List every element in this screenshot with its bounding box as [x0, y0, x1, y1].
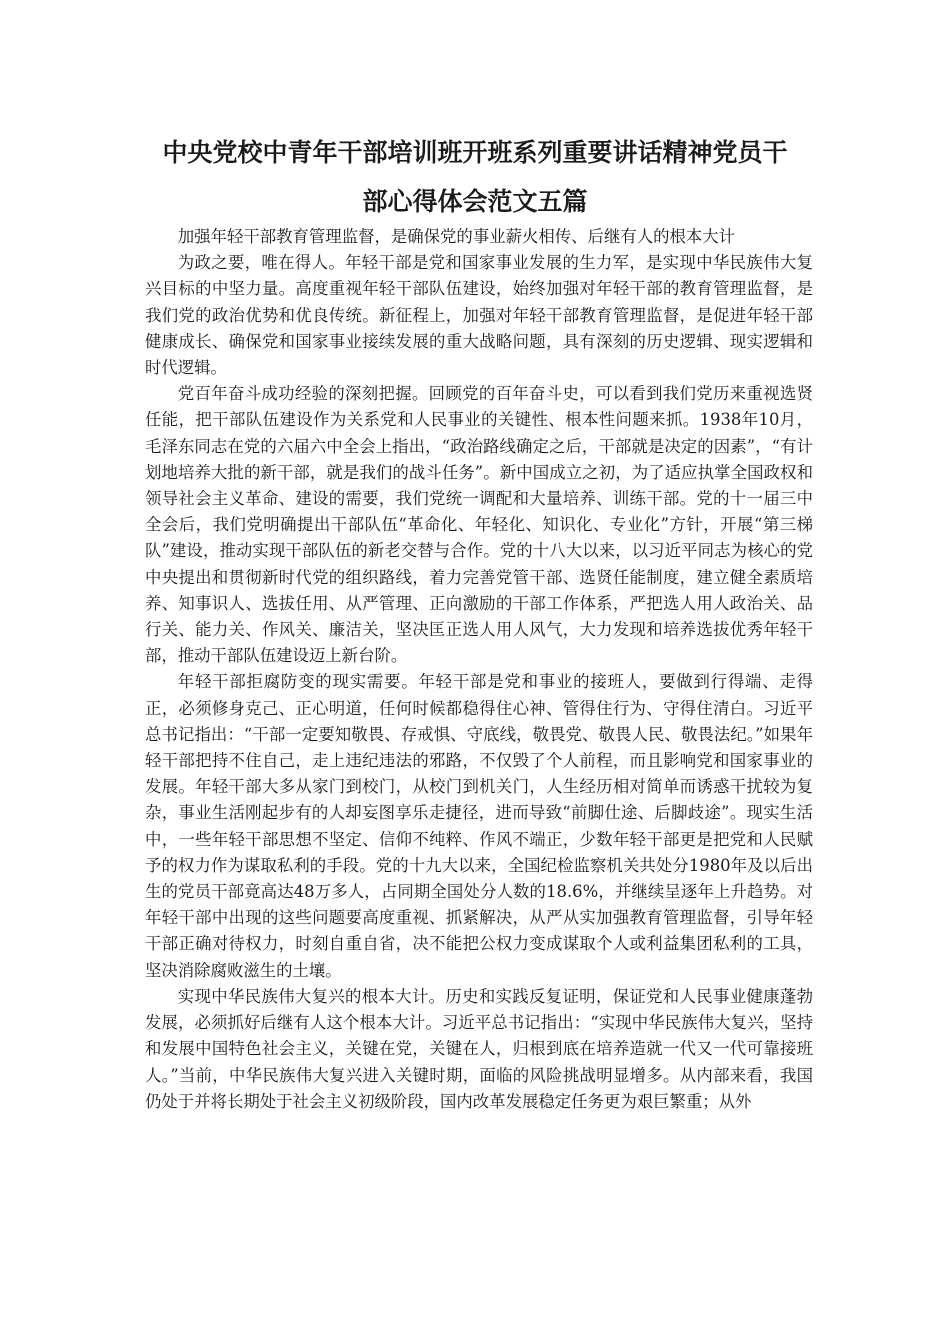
- paragraph-4: 年轻干部拒腐防变的现实需要。年轻干部是党和事业的接班人，要做到行得端、走得正，必须修身克己、正心明道，任何时候都稳得住心神、管得住行为、守得住清白。习近平总书记指出：“干部一定要知敬畏、存戒惧、守底线，敬畏党、敬畏人民、敬畏法纪。”如果年轻干部把持不住自己，走上违纪违法的邪路，不仅毁了个人前程，而且影响党和国家事业的发展。年轻干部大多从家门到校门，从校门到机关门，人生经历相对简单而诱惑干扰较为复杂，事业生活刚起步有的人却妄图享乐走捷径，进而导致“前脚仕途、后脚歧途”。现实生活中，一些年轻干部思想不坚定、信仰不纯粹、作风不端正，少数年轻干部更是把党和人民赋予的权力作为谋取私利的手段。党的十九大以来，全国纪检监察机关共处分1980年及以后出生的党员干部竟高达48万多人，占同期全国处分人数的18.6%，并继续呈逐年上升趋势。对年轻干部中出现的这些问题要高度重视、抓紧解决，从严从实加强教育管理监督，引导年轻干部正确对待权力，时刻自重自省，决不能把公权力变成谋取个人或利益集团私利的工具，坚决消除腐败滋生的土壤。: [145, 672, 813, 980]
- paragraph-1: 加强年轻干部教育管理监督，是确保党的事业薪火相传、后继有人的根本大计: [177, 227, 736, 246]
- paragraph-5: 实现中华民族伟大复兴的根本大计。历史和实践反复证明，保证党和人民事业健康蓬勃发展，必须抓好后继有人这个根本大计。习近平总书记指出：“实现中华民族伟大复兴，坚持和发展中国特色社会主义，关键在党，关键在人，归根到底在培养造就一代又一代可靠接班人。”当前，中华民族伟大复兴进入关键时期，面临的风险挑战明显增多。从内部来看，我国仍处于并将长期处于社会主义初级阶段，国内改革发展稳定任务更为艰巨繁重；从外: [145, 986, 813, 1111]
- document-body: [145, 224, 813, 1115]
- document-title-line-2: 部心得体会范文五篇: [362, 187, 588, 216]
- document-title-line-1: 中央党校中青年干部培训班开班系列重要讲话精神党员干: [162, 138, 788, 167]
- paragraph-3: 党百年奋斗成功经验的深刻把握。回顾党的百年奋斗史，可以看到我们党历来重视选贤任能，把干部队伍建设作为关系党和人民事业的关键性、根本性问题来抓。1938年10月，毛泽东同志在党的六届六中全会上指出，“政治路线确定之后，干部就是决定的因素”，“有计划地培养大批的新干部，就是我们的战斗任务”。新中国成立之初，为了适应执掌全国政权和领导社会主义革命、建设的需要，我们党统一调配和大量培养、训练干部。党的十一届三中全会后，我们党明确提出干部队伍“革命化、年轻化、知识化、专业化”方针，开展“第三梯队”建设，推动实现干部队伍的新老交替与合作。党的十八大以来，以习近平同志为核心的党中央提出和贯彻新时代党的组织路线，着力完善党管干部、选贤任能制度，建立健全素质培养、知事识人、选拔任用、从严管理、正向激励的干部工作体系，严把选人用人政治关、品行关、能力关、作风关、廉洁关，坚决匡正选人用人风气，大力发现和培养选拔优秀年轻干部，推动干部队伍建设迈上新台阶。: [145, 384, 813, 666]
- paragraph-2: 为政之要，唯在得人。年轻干部是党和国家事业发展的生力军，是实现中华民族伟大复兴目标的中坚力量。高度重视年轻干部队伍建设，始终加强对年轻干部的教育管理监督，是我们党的政治优势和优良传统。新征程上，加强对年轻干部教育管理监督，是促进年轻干部健康成长、确保党和国家事业接续发展的重大战略问题，具有深刻的历史逻辑、现实逻辑和时代逻辑。: [145, 253, 813, 378]
